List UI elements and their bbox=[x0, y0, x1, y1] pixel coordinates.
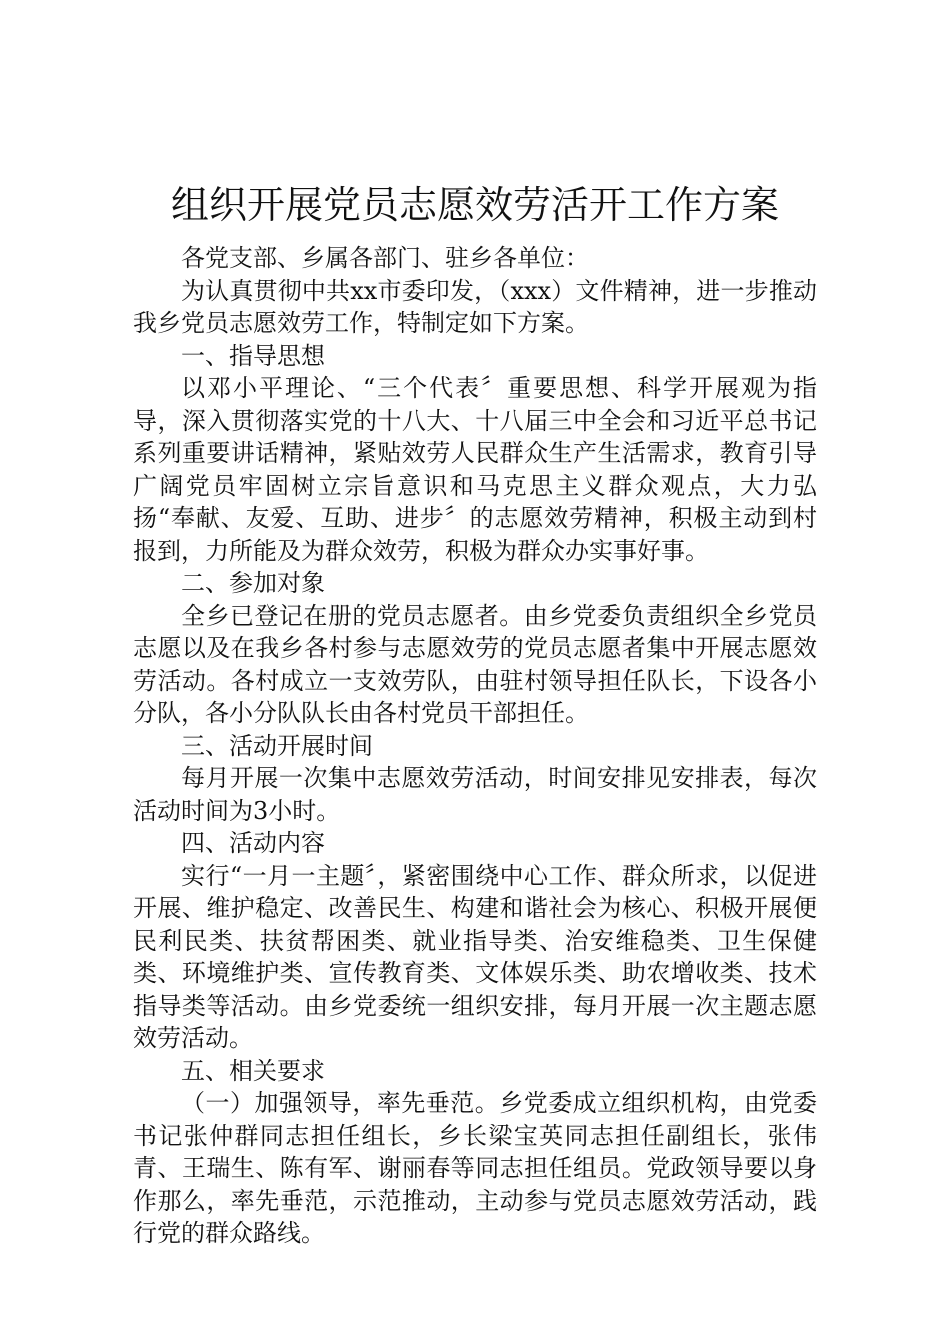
document-body bbox=[133, 242, 817, 1250]
document-page bbox=[133, 180, 817, 1250]
intro-paragraph: 为认真贯彻中共xx市委印发，（xxx）文件精神，进一步推动我乡党员志愿效劳工作，特制定如下方案。 bbox=[133, 276, 817, 337]
section-heading-activity-time: 三、活动开展时间 bbox=[181, 731, 373, 760]
section-heading-participants: 二、参加对象 bbox=[181, 569, 325, 597]
section-paragraph: 全乡已登记在册的党员志愿者。由乡党委负责组织全乡党员志愿以及在我乡各村参与志愿效劳的党员志愿者集中开展志愿效劳活动。各村成立一支效劳队，由驻村领导担任队长，下设各小分队，各小分队队长由各村党员干部担任。 bbox=[133, 601, 817, 727]
section-paragraph: （一）加强领导，率先垂范。乡党委成立组织机构，由党委书记张仲群同志担任组长，乡长梁宝英同志担任副组长，张伟青、王瑞生、陈有军、谢丽春等同志担任组员。党政领导要以身作那么，率先垂范，示范推动，主动参与党员志愿效劳活动，践行党的群众路线。 bbox=[133, 1089, 817, 1247]
document-title: 组织开展党员志愿效劳活开工作方案 bbox=[170, 183, 779, 227]
section-paragraph: 每月开展一次集中志愿效劳活动，时间安排见安排表，每次活动时间为3小时。 bbox=[133, 764, 817, 825]
section-heading-requirements: 五、相关要求 bbox=[181, 1056, 325, 1085]
section-paragraph: 实行“一月一主题〞，紧密围绕中心工作、群众所求，以促进开展、维护稳定、改善民生、构建和谐社会为核心、积极开展便民利民类、扶贫帮困类、就业指导类、治安维稳类、卫生保健类、环境维护类、宣传教育类、文体娱乐类、助农增收类、技术指导类等活动。由乡党委统一组织安排，每月开展一次主题志愿效劳活动。 bbox=[133, 861, 817, 1052]
section-heading-guiding-ideology: 一、指导思想 bbox=[181, 341, 325, 370]
salutation: 各党支部、乡属各部门、驻乡各单位： bbox=[181, 244, 589, 272]
section-heading-activity-content: 四、活动内容 bbox=[181, 829, 325, 857]
section-paragraph: 以邓小平理论、“三个代表〞重要思想、科学开展观为指导，深入贯彻落实党的十八大、十八届三中全会和习近平总书记系列重要讲话精神，紧贴效劳人民群众生产生活需求，教育引导广阔党员牢固树立宗旨意识和马克思主义群众观点，大力弘扬“奉献、友爱、互助、进步〞的志愿效劳精神，积极主动到村报到，力所能及为群众效劳，积极为群众办实事好事。 bbox=[133, 374, 817, 565]
